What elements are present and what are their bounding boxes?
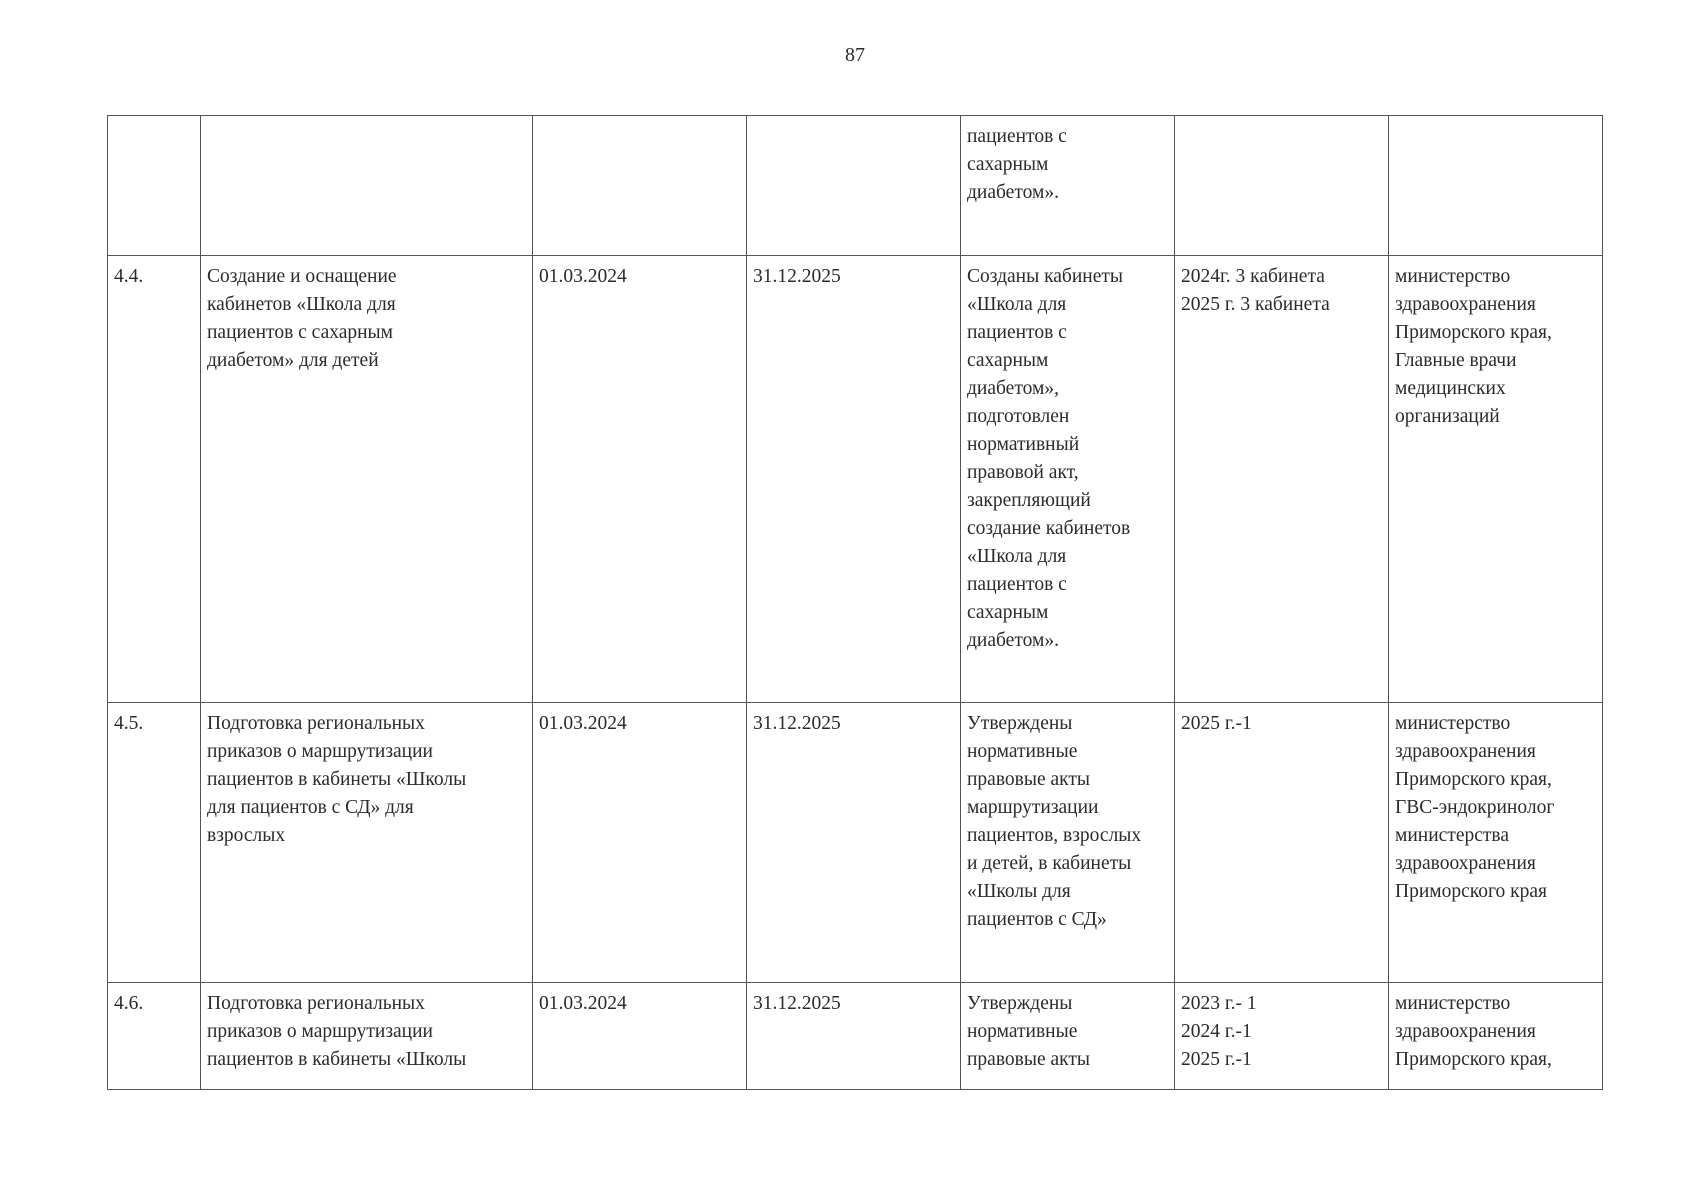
cell-text-line: Главные врачи <box>1395 350 1517 371</box>
cell-result <box>961 256 1175 703</box>
cell-text: 31.12.2025 <box>753 713 841 734</box>
plan-table <box>107 115 1603 1090</box>
cell-responsible <box>1389 256 1603 703</box>
cell-text-line: министерство <box>1395 993 1511 1014</box>
cell-text: 31.12.2025 <box>753 993 841 1014</box>
cell-text-line: пациентов в кабинеты «Школы <box>207 769 467 790</box>
cell-event-name <box>201 983 533 1090</box>
cell-event-name <box>201 703 533 983</box>
cell-text-line: Приморского края <box>1395 881 1547 902</box>
cell-text-line: диабетом». <box>967 630 1059 651</box>
cell-text-line: диабетом», <box>967 378 1059 399</box>
cell-text-line: закрепляющий <box>967 490 1091 511</box>
cell-text-line: маршрутизации <box>967 797 1099 818</box>
cell-text-line: сахарным <box>967 602 1049 623</box>
cell-text-line: министерство <box>1395 266 1511 287</box>
cell-text-line: Подготовка региональных <box>207 713 425 734</box>
cell-text-line: нормативные <box>967 741 1078 762</box>
cell-event-name <box>201 116 533 256</box>
cell-responsible <box>1389 116 1603 256</box>
cell-text-line: взрослых <box>207 825 286 846</box>
cell-text-line: правовые акты <box>967 1049 1090 1070</box>
cell-text-line: диабетом» для детей <box>207 350 379 371</box>
cell-text-line: правовой акт, <box>967 462 1079 483</box>
cell-result <box>961 983 1175 1090</box>
table-row <box>108 703 1603 983</box>
cell-start-date <box>533 116 747 256</box>
cell-text-line: Приморского края, <box>1395 769 1552 790</box>
cell-text-line: Созданы кабинеты <box>967 266 1123 287</box>
cell-end-date <box>747 256 961 703</box>
cell-text: 31.12.2025 <box>753 266 841 287</box>
cell-text-line: сахарным <box>967 350 1049 371</box>
table-row <box>108 983 1603 1090</box>
cell-text-line: правовые акты <box>967 769 1090 790</box>
cell-responsible <box>1389 983 1603 1090</box>
page-number: 87 <box>845 44 865 66</box>
cell-text-line: пациентов в кабинеты «Школы <box>207 1049 467 1070</box>
cell-text-line: министерство <box>1395 713 1511 734</box>
cell-start-date <box>533 256 747 703</box>
cell-end-date <box>747 116 961 256</box>
cell-text-line: сахарным <box>967 154 1049 175</box>
cell-text-line: Приморского края, <box>1395 322 1552 343</box>
cell-text-line: для пациентов с СД» для <box>207 797 414 818</box>
cell-text-line: 2024 г.-1 <box>1181 1021 1252 1042</box>
cell-end-date <box>747 703 961 983</box>
cell-number <box>108 116 201 256</box>
cell-text: 01.03.2024 <box>539 713 627 734</box>
cell-start-date <box>533 703 747 983</box>
cell-text-line: Утверждены <box>967 713 1073 734</box>
cell-text-line: Утверждены <box>967 993 1073 1014</box>
cell-text: 4.6. <box>114 993 144 1014</box>
cell-text-line: пациентов с СД» <box>967 909 1107 930</box>
cell-text-line: создание кабинетов <box>967 518 1131 539</box>
cell-text-line: 2025 г.-1 <box>1181 713 1252 734</box>
cell-text: 4.4. <box>114 266 144 287</box>
cell-text-line: здравоохранения <box>1395 1021 1536 1042</box>
cell-text-line: здравоохранения <box>1395 294 1536 315</box>
cell-text-line: Приморского края, <box>1395 1049 1552 1070</box>
cell-text-line: Создание и оснащение <box>207 266 397 287</box>
cell-text-line: здравоохранения <box>1395 741 1536 762</box>
cell-result <box>961 703 1175 983</box>
cell-indicator <box>1175 256 1389 703</box>
cell-event-name <box>201 256 533 703</box>
cell-text-line: 2025 г.-1 <box>1181 1049 1252 1070</box>
cell-text-line: «Школа для <box>967 546 1067 567</box>
cell-text-line: пациентов с <box>967 322 1067 343</box>
cell-text-line: министерства <box>1395 825 1510 846</box>
cell-text-line: нормативный <box>967 434 1080 455</box>
cell-text-line: здравоохранения <box>1395 853 1536 874</box>
cell-text-line: пациентов с <box>967 574 1067 595</box>
cell-indicator <box>1175 983 1389 1090</box>
cell-text-line: приказов о маршрутизации <box>207 741 433 762</box>
table-row <box>108 256 1603 703</box>
cell-indicator <box>1175 116 1389 256</box>
cell-text-line: ГВС-эндокринолог <box>1395 797 1555 818</box>
cell-text-line: медицинских <box>1395 378 1506 399</box>
cell-text-line: приказов о маршрутизации <box>207 1021 433 1042</box>
table-row <box>108 116 1603 256</box>
cell-end-date <box>747 983 961 1090</box>
cell-number <box>108 703 201 983</box>
cell-text-line: 2023 г.- 1 <box>1181 993 1257 1014</box>
cell-result <box>961 116 1175 256</box>
cell-text-line: пациентов с <box>967 126 1067 147</box>
cell-number <box>108 256 201 703</box>
cell-text-line: диабетом». <box>967 182 1059 203</box>
cell-text-line: и детей, в кабинеты <box>967 853 1132 874</box>
cell-text: 01.03.2024 <box>539 266 627 287</box>
cell-text-line: 2024г. 3 кабинета <box>1181 266 1325 287</box>
cell-text: 01.03.2024 <box>539 993 627 1014</box>
cell-number <box>108 983 201 1090</box>
cell-text-line: пациентов, взрослых <box>967 825 1142 846</box>
cell-text-line: кабинетов «Школа для <box>207 294 396 315</box>
cell-responsible <box>1389 703 1603 983</box>
cell-text-line: пациентов с сахарным <box>207 322 394 343</box>
cell-text-line: организаций <box>1395 406 1500 427</box>
cell-text-line: «Школа для <box>967 294 1067 315</box>
cell-text: 4.5. <box>114 713 144 734</box>
cell-text-line: 2025 г. 3 кабинета <box>1181 294 1330 315</box>
cell-start-date <box>533 983 747 1090</box>
cell-text-line: нормативные <box>967 1021 1078 1042</box>
cell-indicator <box>1175 703 1389 983</box>
cell-text-line: подготовлен <box>967 406 1070 427</box>
cell-text-line: «Школы для <box>967 881 1071 902</box>
cell-text-line: Подготовка региональных <box>207 993 425 1014</box>
